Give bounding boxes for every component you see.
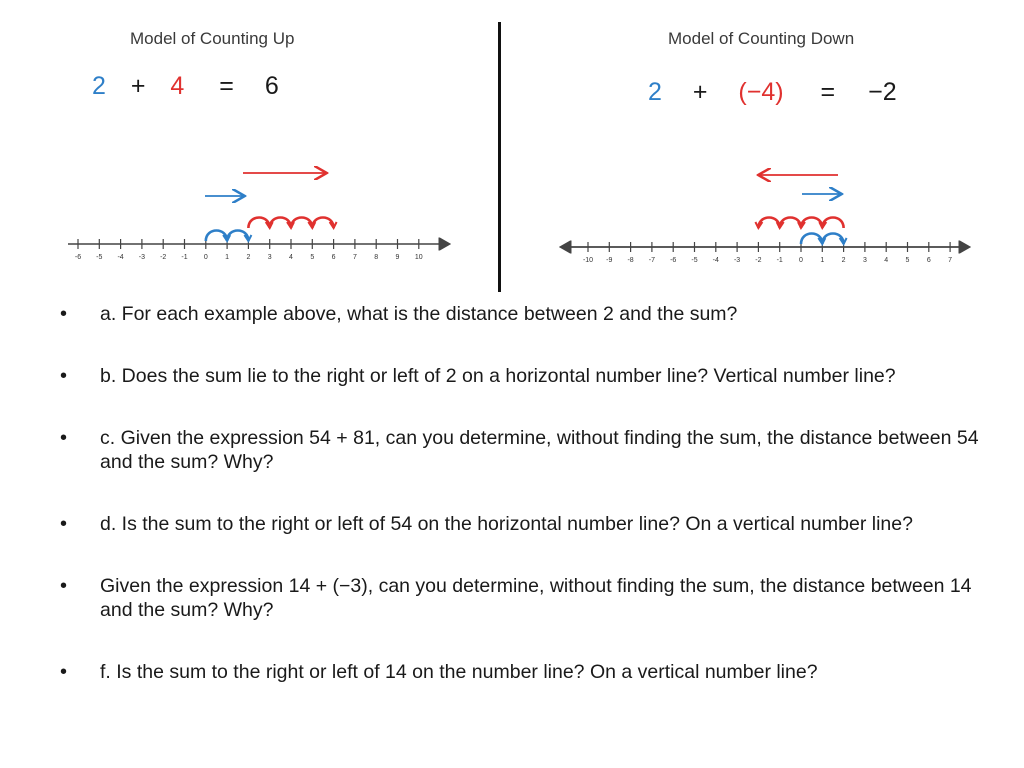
right-line-tick-label: 2 bbox=[841, 257, 846, 264]
left-line-tick-label: -6 bbox=[74, 254, 82, 261]
question-f: • f. Is the sum to the right or left of 14 on the number line? On a vertical number line? bbox=[60, 660, 980, 684]
question-a: • a. For each example above, what is the distance between 2 and the sum? bbox=[60, 302, 980, 326]
left-line-tick-label: 8 bbox=[374, 254, 379, 261]
left-line-tick-label: -5 bbox=[96, 254, 103, 261]
left-panel-title: Model of Counting Up bbox=[130, 29, 295, 48]
right-eq-result: −2 bbox=[868, 78, 897, 106]
right-line-tick-label: -5 bbox=[691, 257, 698, 264]
left-line-tick-label: 1 bbox=[225, 254, 230, 261]
left-eq-addend-1: 2 bbox=[92, 72, 106, 100]
right-line-tick-label: -2 bbox=[755, 257, 762, 264]
question-e: • Given the expression 14 + (−3), can you determine, without finding the sum, the distance between 14 and the sum? Why? bbox=[60, 574, 980, 622]
right-line-tick-label: 1 bbox=[820, 257, 825, 264]
question-c: • c. Given the expression 54 + 81, can you determine, without finding the sum, the distance between 54 and the sum? Why? bbox=[60, 426, 980, 474]
left-line-tick-label: -2 bbox=[160, 254, 167, 261]
left-line-tick-label: 2 bbox=[246, 254, 251, 261]
right-line-tick-label: -4 bbox=[712, 257, 719, 264]
right-line-tick-label: 4 bbox=[884, 257, 889, 264]
question-d: • d. Is the sum to the right or left of 54 on the horizontal number line? On a vertical number line? bbox=[60, 512, 980, 536]
right-line-tick-label: 7 bbox=[948, 257, 953, 264]
left-line-tick-label: -4 bbox=[117, 254, 124, 261]
left-line-tick-label: 10 bbox=[414, 254, 423, 261]
left-line-tick-label: 5 bbox=[310, 254, 315, 261]
right-line-tick-label: 5 bbox=[905, 257, 910, 264]
left-eq-addend-2: 4 bbox=[170, 72, 185, 100]
right-line-tick-label: -7 bbox=[648, 257, 656, 264]
left-line-tick-label: -3 bbox=[138, 254, 146, 261]
right-line-tick-label: 3 bbox=[862, 257, 867, 264]
left-eq-equals: = bbox=[219, 72, 234, 100]
left-eq-result: 6 bbox=[264, 72, 279, 100]
right-eq-plus: + bbox=[692, 78, 708, 106]
right-line-tick-label: -1 bbox=[776, 257, 783, 264]
number-line-diagrams bbox=[0, 0, 1024, 300]
right-eq-addend-2: (−4) bbox=[738, 78, 784, 106]
right-line-tick-label: -6 bbox=[670, 257, 677, 264]
left-eq-plus: + bbox=[130, 72, 146, 100]
left-line-tick-label: 7 bbox=[352, 254, 357, 261]
right-eq-equals: = bbox=[820, 78, 836, 106]
right-line-tick-label: -10 bbox=[582, 257, 594, 264]
left-line-tick-label: 4 bbox=[289, 254, 293, 261]
right-line-tick-label: -9 bbox=[606, 257, 613, 264]
right-panel-title: Model of Counting Down bbox=[668, 29, 855, 48]
question-b: • b. Does the sum lie to the right or left of 2 on a horizontal number line? Vertical number line? bbox=[60, 364, 980, 388]
right-line-tick-label: -3 bbox=[733, 257, 741, 264]
right-line-tick-label: 0 bbox=[799, 257, 803, 264]
left-line-tick-label: 0 bbox=[203, 254, 208, 261]
right-line-tick-label: 6 bbox=[926, 257, 931, 264]
right-eq-addend-1: 2 bbox=[648, 78, 662, 106]
left-line-tick-label: -1 bbox=[181, 254, 188, 261]
left-line-tick-label: 6 bbox=[331, 254, 336, 261]
right-line-tick-label: -8 bbox=[627, 257, 634, 264]
left-line-tick-label: 9 bbox=[395, 254, 400, 261]
left-line-tick-label: 3 bbox=[267, 254, 272, 261]
question-list bbox=[60, 302, 980, 722]
